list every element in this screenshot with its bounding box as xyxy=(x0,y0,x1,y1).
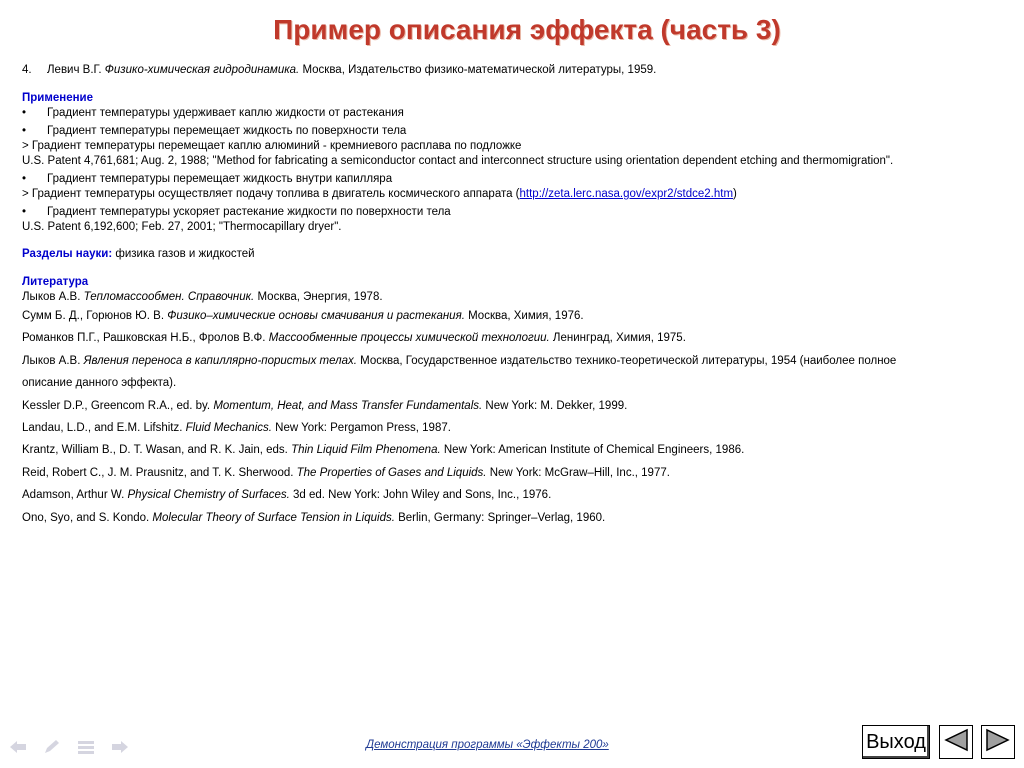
lit-work: Тепломассообмен. Справочник. xyxy=(83,291,255,303)
patent-citation: U.S. Patent 4,761,681; Aug. 2, 1988; "Method for fabricating a semiconductor contact and interconnect structure using orientation dependent etching and thermomigration". xyxy=(22,155,894,167)
exit-button[interactable]: Выход xyxy=(862,725,930,759)
lit-publisher: New York: McGraw–Hill, Inc., 1977. xyxy=(486,466,670,479)
lit-authors: Сумм Б. Д., Горюнов Ю. В. xyxy=(22,310,168,322)
science-sections xyxy=(22,247,1012,262)
application-example-text: > Градиент температуры осуществляет подачу топлива в двигатель космического аппарата ( xyxy=(22,188,520,200)
reference-work: Физико-химическая гидродинамика. xyxy=(104,64,300,76)
reference-authors: Левич В.Г. xyxy=(47,64,102,76)
literature-item xyxy=(22,462,1012,484)
lit-authors: Krantz, William B., D. T. Wasan, and R. K. Jain, eds. xyxy=(22,444,292,457)
literature-item xyxy=(22,395,1012,417)
application-item-text: Градиент температуры перемещает жидкость внутри капилляра xyxy=(47,173,393,185)
next-button[interactable] xyxy=(981,725,1015,759)
lit-publisher: 3d ed. New York: John Wiley and Sons, Inc., 1976. xyxy=(289,489,552,502)
lit-work: Явления переноса в капиллярно-пористых телах. xyxy=(83,354,357,367)
lit-work: Molecular Theory of Surface Tension in Liquids. xyxy=(152,511,395,524)
lit-authors: Лыков А.В. xyxy=(22,291,84,303)
reference-publisher: Москва, Издательство физико-математической литературы, 1959. xyxy=(302,64,657,76)
pencil-icon[interactable] xyxy=(42,738,62,756)
reference-number: 4. xyxy=(22,64,32,76)
prev-button[interactable] xyxy=(939,725,973,759)
lit-publisher: Москва, Энергия, 1978. xyxy=(254,291,383,303)
bullet: • xyxy=(22,206,27,218)
science-sections-value: физика газов и жидкостей xyxy=(112,248,255,260)
bullet: • xyxy=(22,125,27,137)
lit-work: The Properties of Gases and Liquids. xyxy=(296,466,487,479)
application-item-2 xyxy=(22,124,1012,139)
application-example: > Градиент температуры перемещает каплю алюминий - кремниевого расплава по подложке xyxy=(22,140,522,152)
application-item-3 xyxy=(22,172,1012,187)
lit-authors: Kessler D.P., Greencom R.A., ed. by. xyxy=(22,399,214,412)
literature-heading: Литература xyxy=(22,276,89,288)
back-arrow-icon[interactable] xyxy=(8,738,28,756)
lit-authors: Лыков А.В. xyxy=(22,354,84,367)
lit-work: Физико–химические основы смачивания и растекания. xyxy=(167,310,465,322)
triangle-right-icon xyxy=(985,728,1011,757)
literature-item xyxy=(22,507,1012,529)
lit-work: Thin Liquid Film Phenomena. xyxy=(291,444,441,457)
closing-paren: ) xyxy=(733,188,737,200)
lit-publisher: Москва, Государственное издательство технико-теоретической литературы, 1954 (наиболее полное xyxy=(356,354,897,367)
lit-authors: Landau, L.D., and E.M. Lifshitz. xyxy=(22,422,186,435)
lit-authors: Ono, Syo, and S. Kondo. xyxy=(22,511,153,524)
bullet: • xyxy=(22,107,27,119)
reference-4 xyxy=(22,63,1012,78)
nasa-link[interactable]: http://zeta.lerc.nasa.gov/expr2/stdce2.htm xyxy=(519,188,734,200)
patent-citation: U.S. Patent 6,192,600; Feb. 27, 2001; "Thermocapillary dryer". xyxy=(22,221,342,233)
application-heading: Применение xyxy=(22,92,94,104)
bullet: • xyxy=(22,173,27,185)
lit-publisher: Berlin, Germany: Springer–Verlag, 1960. xyxy=(394,511,606,524)
literature-list xyxy=(22,290,1012,529)
application-item-1 xyxy=(22,106,1012,121)
literature-item xyxy=(22,327,1012,349)
literature-item xyxy=(22,484,1012,506)
lit-authors: Reid, Robert C., J. M. Prausnitz, and T. K. Sherwood. xyxy=(22,466,297,479)
literature-item-continuation: описание данного эффекта). xyxy=(22,377,177,390)
lit-work: Physical Chemistry of Surfaces. xyxy=(127,489,290,502)
lit-publisher: Москва, Химия, 1976. xyxy=(464,310,584,322)
lit-work: Fluid Mechanics. xyxy=(185,422,272,435)
literature-item xyxy=(22,290,1012,305)
application-item-text: Градиент температуры ускоряет растекание жидкости по поверхности тела xyxy=(47,206,451,218)
application-item-text: Градиент температуры перемещает жидкость по поверхности тела xyxy=(47,125,407,137)
forward-arrow-icon[interactable] xyxy=(110,738,130,756)
application-example xyxy=(22,187,1012,202)
application-item-4 xyxy=(22,205,1012,220)
lit-publisher: Ленинград, Химия, 1975. xyxy=(549,332,686,345)
demo-program-link[interactable]: Демонстрация программы «Эффекты 200» xyxy=(366,739,609,751)
lit-work: Momentum, Heat, and Mass Transfer Fundamentals. xyxy=(213,399,483,412)
literature-item xyxy=(22,417,1012,439)
page-title: Пример описания эффекта (часть 3) xyxy=(273,14,781,45)
literature-item xyxy=(22,439,1012,461)
application-item-text: Градиент температуры удерживает каплю жидкости от растекания xyxy=(47,107,404,119)
effect-description xyxy=(22,63,1012,529)
lit-authors: Adamson, Arthur W. xyxy=(22,489,128,502)
faded-nav-toolbar xyxy=(8,738,130,756)
list-icon[interactable] xyxy=(76,738,96,756)
literature-item xyxy=(22,350,1012,372)
lit-publisher: New York: M. Dekker, 1999. xyxy=(482,399,628,412)
lit-publisher: New York: Pergamon Press, 1987. xyxy=(271,422,451,435)
lit-work: Массообменные процессы химической технологии. xyxy=(268,332,550,345)
triangle-left-icon xyxy=(943,728,969,757)
lit-publisher: New York: American Institute of Chemical Engineers, 1986. xyxy=(440,444,745,457)
science-sections-label: Разделы науки: xyxy=(22,248,113,260)
lit-authors: Романков П.Г., Рашковская Н.Б., Фролов В.Ф. xyxy=(22,332,269,345)
literature-item xyxy=(22,305,1012,327)
